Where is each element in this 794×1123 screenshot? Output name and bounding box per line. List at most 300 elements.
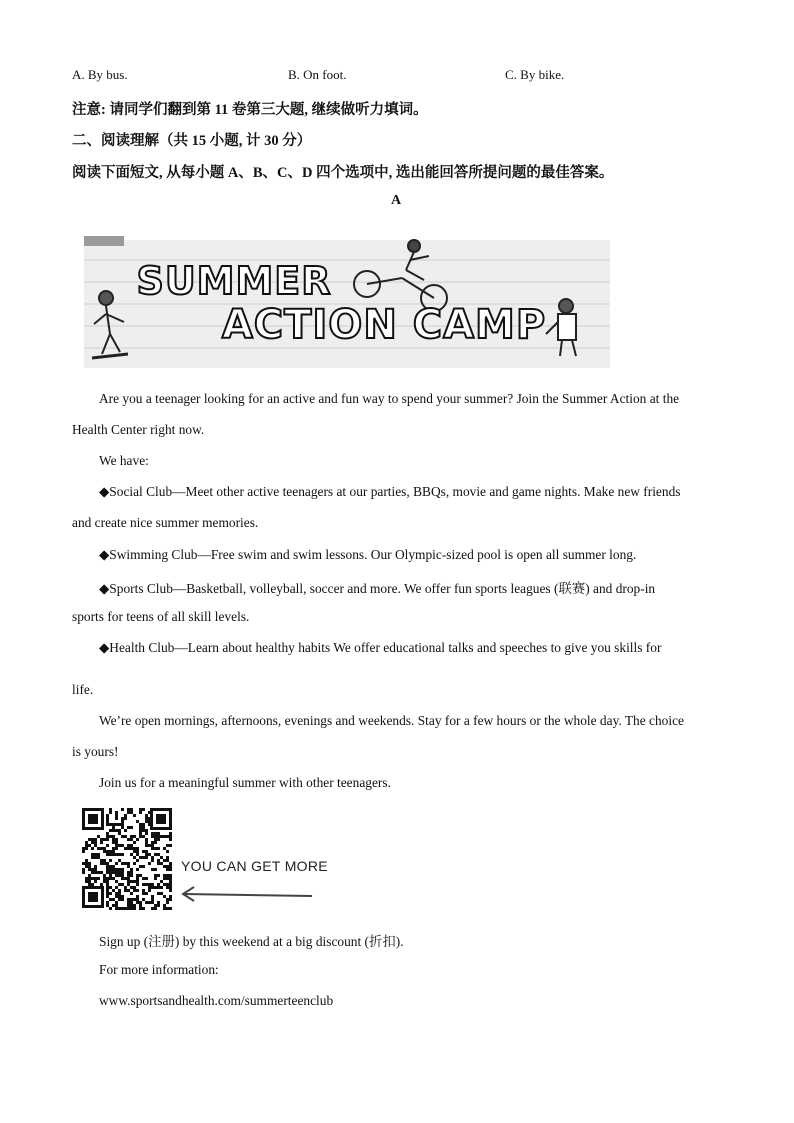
qr-module	[115, 814, 118, 817]
qr-module	[160, 886, 163, 889]
qr-module	[115, 886, 118, 889]
qr-module	[106, 862, 109, 865]
qr-module	[160, 835, 163, 838]
qr-module	[133, 862, 136, 865]
qr-module	[166, 898, 169, 901]
qr-module	[130, 907, 133, 910]
qr-module	[127, 826, 130, 829]
qr-module	[118, 895, 121, 898]
qr-module	[142, 856, 145, 859]
qr-module	[151, 856, 154, 859]
qr-module	[166, 907, 169, 910]
option-a: A. By bus.	[72, 67, 128, 82]
qr-module	[163, 895, 166, 898]
intro-line-2: Health Center right now.	[72, 422, 205, 437]
qr-module	[121, 862, 124, 865]
qr-module	[133, 835, 136, 838]
qr-module	[115, 844, 118, 847]
qr-module	[136, 850, 139, 853]
qr-module	[85, 877, 88, 880]
qr-module	[166, 874, 169, 877]
qr-module	[145, 829, 148, 832]
qr-module	[154, 832, 157, 835]
qr-module	[127, 808, 130, 811]
qr-module	[151, 895, 154, 898]
qr-module	[106, 880, 109, 883]
qr-module	[130, 868, 133, 871]
health-club-line-2: life.	[72, 682, 94, 697]
qr-module	[151, 844, 154, 847]
qr-module	[157, 853, 160, 856]
qr-module	[154, 847, 157, 850]
qr-module	[151, 832, 154, 835]
qr-module	[160, 880, 163, 883]
qr-module	[157, 883, 160, 886]
qr-module	[109, 829, 112, 832]
qr-module	[85, 841, 88, 844]
qr-module	[145, 883, 148, 886]
qr-module	[133, 904, 136, 907]
qr-module	[127, 898, 130, 901]
open-hours-line-1: We’re open mornings, afternoons, evenings and weekends. Stay for a few hours or the whole day. The choice	[99, 713, 684, 728]
qr-module	[121, 874, 124, 877]
website-link[interactable]: www.sportsandhealth.com/summerteenclub	[99, 993, 334, 1008]
qr-module	[127, 844, 130, 847]
qr-module	[136, 880, 139, 883]
qr-module	[115, 880, 118, 883]
qr-module	[115, 862, 118, 865]
qr-module	[166, 865, 169, 868]
qr-module	[169, 907, 172, 910]
qr-module	[112, 853, 115, 856]
qr-module	[106, 901, 109, 904]
qr-module	[154, 835, 157, 838]
qr-module	[163, 883, 166, 886]
qr-module	[103, 880, 106, 883]
qr-module	[85, 847, 88, 850]
qr-module	[115, 901, 118, 904]
qr-module	[91, 877, 94, 880]
qr-module	[91, 883, 94, 886]
qr-module	[109, 868, 112, 871]
qr-module	[154, 886, 157, 889]
qr-module	[106, 865, 109, 868]
qr-module	[139, 874, 142, 877]
qr-module	[94, 838, 97, 841]
qr-module	[127, 811, 130, 814]
qr-module	[136, 877, 139, 880]
qr-module	[118, 883, 121, 886]
qr-module	[118, 898, 121, 901]
qr-module	[94, 844, 97, 847]
qr-module	[136, 847, 139, 850]
qr-module	[154, 838, 157, 841]
instructions: 阅读下面短文, 从每小题 A、B、C、D 四个选项中, 选出能回答所提问题的最佳答案。	[72, 165, 614, 181]
qr-module	[94, 877, 97, 880]
qr-module	[115, 895, 118, 898]
qr-module	[169, 865, 172, 868]
qr-module	[88, 838, 91, 841]
health-club-line-1: ◆Health Club—Learn about healthy habits We offer educational talks and speeches to give you skills for	[99, 640, 662, 655]
qr-module	[166, 844, 169, 847]
qr-module	[142, 907, 145, 910]
qr-module	[130, 847, 133, 850]
qr-module	[106, 892, 109, 895]
qr-module	[88, 877, 91, 880]
qr-module	[166, 856, 169, 859]
qr-module	[151, 868, 154, 871]
qr-module	[121, 877, 124, 880]
qr-module	[157, 901, 160, 904]
qr-module	[115, 823, 118, 826]
qr-module	[91, 841, 94, 844]
qr-module	[85, 865, 88, 868]
qr-module	[115, 853, 118, 856]
qr-module	[151, 886, 154, 889]
qr-module	[139, 907, 142, 910]
qr-module	[127, 901, 130, 904]
qr-module	[100, 871, 103, 874]
qr-module	[136, 898, 139, 901]
qr-module	[139, 811, 142, 814]
qr-module	[133, 841, 136, 844]
qr-module	[169, 844, 172, 847]
qr-module	[112, 871, 115, 874]
qr-module	[100, 883, 103, 886]
qr-module	[142, 892, 145, 895]
qr-module	[145, 844, 148, 847]
qr-module	[163, 847, 166, 850]
sports-club-line-2: sports for teens of all skill levels.	[72, 609, 250, 624]
qr-module	[142, 883, 145, 886]
qr-module	[139, 856, 142, 859]
intro-line-1: Are you a teenager looking for an active and fun way to spend your summer? Join the Summer Action at the	[99, 391, 680, 406]
qr-module	[145, 892, 148, 895]
qr-module	[169, 886, 172, 889]
social-club-line-2: and create nice summer memories.	[72, 515, 259, 530]
qr-module	[91, 847, 94, 850]
qr-module	[94, 865, 97, 868]
qr-module	[166, 835, 169, 838]
qr-module	[145, 817, 148, 820]
qr-module	[121, 808, 124, 811]
qr-module	[133, 889, 136, 892]
qr-module	[94, 880, 97, 883]
qr-module	[109, 874, 112, 877]
qr-module	[112, 847, 115, 850]
qr-module	[157, 847, 160, 850]
qr-module	[91, 871, 94, 874]
qr-module	[118, 868, 121, 871]
qr-module	[136, 868, 139, 871]
qr-module	[109, 892, 112, 895]
qr-module	[148, 901, 151, 904]
qr-module	[133, 850, 136, 853]
qr-module	[112, 898, 115, 901]
qr-module	[118, 889, 121, 892]
qr-module	[169, 874, 172, 877]
qr-module	[127, 871, 130, 874]
qr-module	[148, 889, 151, 892]
qr-module	[154, 877, 157, 880]
qr-module	[82, 871, 85, 874]
qr-module	[151, 859, 154, 862]
qr-module	[130, 826, 133, 829]
qr-module	[109, 865, 112, 868]
qr-module	[106, 853, 109, 856]
qr-module	[85, 859, 88, 862]
qr-module	[112, 865, 115, 868]
qr-module	[121, 907, 124, 910]
qr-module	[157, 886, 160, 889]
qr-module	[139, 865, 142, 868]
qr-module	[88, 844, 91, 847]
qr-module	[106, 832, 109, 835]
qr-module	[136, 838, 139, 841]
qr-module	[142, 808, 145, 811]
qr-module	[157, 862, 160, 865]
open-hours-line-2: is yours!	[72, 744, 119, 759]
qr-module	[94, 871, 97, 874]
qr-module	[166, 877, 169, 880]
qr-module	[169, 889, 172, 892]
banner-line1: SUMMER	[136, 259, 332, 303]
qr-module	[112, 823, 115, 826]
option-b: B. On foot.	[288, 67, 347, 82]
qr-module	[103, 838, 106, 841]
qr-module	[82, 847, 85, 850]
qr-module	[163, 835, 166, 838]
qr-module	[169, 868, 172, 871]
qr-module	[103, 850, 106, 853]
qr-module	[139, 829, 142, 832]
qr-module	[166, 901, 169, 904]
qr-module	[145, 853, 148, 856]
qr-module	[124, 814, 127, 817]
qr-module	[112, 850, 115, 853]
qr-module	[166, 859, 169, 862]
qr-module	[157, 838, 160, 841]
qr-module	[127, 865, 130, 868]
qr-module	[130, 853, 133, 856]
qr-module	[130, 904, 133, 907]
qr-module	[88, 862, 91, 865]
join-us: Join us for a meaningful summer with other teenagers.	[99, 775, 391, 790]
qr-module	[121, 835, 124, 838]
qr-module	[88, 868, 91, 871]
qr-module	[136, 859, 139, 862]
qr-module	[112, 904, 115, 907]
qr-module	[139, 823, 142, 826]
qr-module	[130, 898, 133, 901]
qr-module	[106, 871, 109, 874]
qr-module	[106, 904, 109, 907]
qr-module	[94, 868, 97, 871]
qr-module	[97, 847, 100, 850]
qr-module	[130, 871, 133, 874]
qr-module	[160, 892, 163, 895]
section-title: 二、阅读理解（共 15 小题, 计 30 分）	[72, 133, 312, 149]
qr-module	[148, 883, 151, 886]
qr-module	[88, 883, 91, 886]
qr-module	[106, 844, 109, 847]
qr-module	[106, 889, 109, 892]
qr-module	[124, 889, 127, 892]
qr-module	[136, 883, 139, 886]
qr-module	[142, 835, 145, 838]
qr-module	[112, 838, 115, 841]
qr-module	[106, 814, 109, 817]
banner-line2: ACTION CAMP	[221, 302, 547, 348]
qr-module	[109, 823, 112, 826]
qr-module	[100, 859, 103, 862]
qr-module	[151, 898, 154, 901]
qr-module	[109, 898, 112, 901]
qr-module	[136, 853, 139, 856]
qr-module	[142, 877, 145, 880]
qr-module	[136, 874, 139, 877]
qr-module	[151, 907, 154, 910]
qr-module	[130, 835, 133, 838]
qr-module	[133, 880, 136, 883]
qr-module	[112, 889, 115, 892]
qr-module	[118, 823, 121, 826]
qr-module	[103, 862, 106, 865]
qr-module	[112, 868, 115, 871]
qr-module	[97, 835, 100, 838]
qr-module	[163, 907, 166, 910]
qr-module	[163, 877, 166, 880]
qr-module	[169, 883, 172, 886]
qr-module	[109, 907, 112, 910]
qr-module	[109, 835, 112, 838]
qr-module	[124, 907, 127, 910]
qr-module	[97, 853, 100, 856]
qr-module	[154, 907, 157, 910]
qr-module	[100, 847, 103, 850]
qr-module	[121, 883, 124, 886]
qr-module	[109, 850, 112, 853]
qr-module	[103, 859, 106, 862]
qr-module	[142, 865, 145, 868]
qr-module	[124, 862, 127, 865]
qr-module	[91, 856, 94, 859]
qr-module	[130, 874, 133, 877]
qr-module	[151, 901, 154, 904]
qr-module	[160, 862, 163, 865]
qr-module	[97, 877, 100, 880]
qr-module	[85, 862, 88, 865]
qr-module	[124, 847, 127, 850]
qr-module	[151, 835, 154, 838]
qr-module	[151, 883, 154, 886]
qr-module	[109, 886, 112, 889]
qr-module	[121, 817, 124, 820]
qr-module	[94, 853, 97, 856]
qr-module	[115, 892, 118, 895]
passage-label: A	[391, 193, 402, 208]
qr-module	[136, 889, 139, 892]
qr-module	[94, 856, 97, 859]
qr-module	[121, 895, 124, 898]
qr-module	[118, 853, 121, 856]
qr-module	[154, 868, 157, 871]
qr-module	[163, 874, 166, 877]
qr-module	[115, 811, 118, 814]
qr-module	[169, 898, 172, 901]
qr-module	[115, 868, 118, 871]
qr-module	[118, 892, 121, 895]
qr-module	[154, 853, 157, 856]
qr-module	[130, 892, 133, 895]
qr-module	[142, 826, 145, 829]
qr-module	[139, 835, 142, 838]
qr-module	[130, 901, 133, 904]
qr-module	[127, 847, 130, 850]
qr-caption: YOU CAN GET MORE	[181, 858, 328, 874]
qr-module	[109, 808, 112, 811]
qr-module	[88, 880, 91, 883]
qr-module	[124, 877, 127, 880]
qr-module	[127, 874, 130, 877]
qr-module	[97, 856, 100, 859]
qr-module	[106, 877, 109, 880]
qr-module	[163, 904, 166, 907]
qr-module	[142, 889, 145, 892]
qr-module	[118, 844, 121, 847]
qr-module	[157, 859, 160, 862]
qr-module	[109, 853, 112, 856]
qr-module	[127, 877, 130, 880]
qr-module	[169, 877, 172, 880]
qr-module	[112, 877, 115, 880]
qr-module	[100, 838, 103, 841]
qr-module	[121, 853, 124, 856]
qr-module	[91, 838, 94, 841]
qr-module	[154, 874, 157, 877]
qr-module	[130, 808, 133, 811]
signup-text: Sign up (注册) by this weekend at a big discount (折扣).	[99, 934, 404, 949]
qr-module	[166, 868, 169, 871]
qr-module	[103, 847, 106, 850]
qr-module	[145, 901, 148, 904]
qr-code[interactable]	[80, 806, 174, 910]
qr-module	[130, 886, 133, 889]
qr-module	[124, 829, 127, 832]
qr-module	[106, 820, 109, 823]
qr-module	[154, 904, 157, 907]
qr-module	[118, 832, 121, 835]
qr-module	[142, 850, 145, 853]
qr-module	[139, 826, 142, 829]
qr-module	[133, 898, 136, 901]
qr-module	[133, 814, 136, 817]
qr-module	[133, 886, 136, 889]
qr-module	[133, 907, 136, 910]
qr-module	[91, 853, 94, 856]
social-club-line-1: ◆Social Club—Meet other active teenagers at our parties, BBQs, movie and game nights. Make new friends	[99, 484, 681, 499]
qr-module	[157, 904, 160, 907]
qr-module	[109, 877, 112, 880]
qr-module	[166, 883, 169, 886]
qr-module	[82, 862, 85, 865]
qr-module	[148, 862, 151, 865]
qr-module	[145, 838, 148, 841]
roof-edge	[84, 236, 124, 246]
qr-module	[100, 841, 103, 844]
qr-module	[109, 859, 112, 862]
qr-module	[106, 895, 109, 898]
